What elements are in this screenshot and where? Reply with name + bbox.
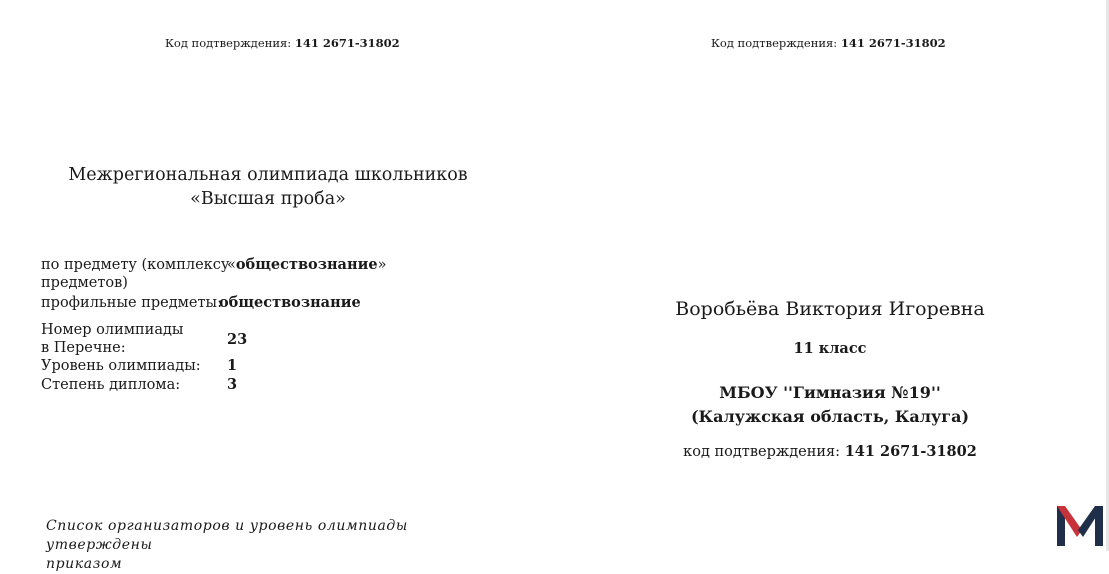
participant-grade: 11 класс bbox=[793, 340, 867, 357]
number-label-line1: Номер олимпиады bbox=[41, 322, 184, 338]
confirmation-code-label: код подтверждения: bbox=[683, 444, 841, 460]
left-confirmation-code-header bbox=[165, 36, 400, 50]
olympiad-title bbox=[40, 163, 496, 211]
school-region: (Калужская область, Калуга) bbox=[690, 407, 970, 426]
participant-name: Воробьёва Виктория Игоревна bbox=[675, 298, 985, 320]
confirmation-code-label: Код подтверждения: bbox=[711, 36, 838, 50]
level-value: 1 bbox=[227, 357, 238, 374]
subject-value-text: обществознание bbox=[235, 256, 378, 273]
degree-label: Степень диплома: bbox=[41, 377, 181, 393]
confirmation-code-label: Код подтверждения: bbox=[165, 36, 292, 50]
confirmation-code-value: 141 2671-31802 bbox=[844, 443, 977, 460]
organizers-note-line2: приказом bbox=[46, 556, 123, 572]
school-name: МБОУ ''Гимназия №19'' bbox=[719, 383, 941, 402]
confirmation-code-value: 141 2671-31802 bbox=[294, 36, 400, 50]
participant-school bbox=[640, 381, 1020, 429]
profile-label: профильные предметы: bbox=[41, 295, 222, 311]
organizers-note bbox=[46, 517, 486, 574]
degree-value: 3 bbox=[227, 376, 238, 393]
olympiad-title-line2: «Высшая проба» bbox=[190, 189, 346, 209]
profile-value: обществознание bbox=[219, 294, 361, 311]
number-label-line2: в Перечне: bbox=[41, 340, 126, 356]
quote-open: « bbox=[227, 257, 236, 273]
right-confirmation-code-header bbox=[711, 36, 946, 50]
level-label: Уровень олимпиады: bbox=[41, 358, 201, 374]
subject-label-line1: по предмету (комплексу bbox=[41, 257, 230, 273]
participant-confirmation-code bbox=[640, 443, 1020, 460]
organizers-note-line1: Список организаторов и уровень олимпиады утверждены bbox=[46, 518, 408, 553]
subject-value bbox=[227, 256, 386, 274]
hse-m-logo-icon bbox=[1055, 504, 1105, 547]
quote-close: » bbox=[377, 257, 387, 273]
number-value: 23 bbox=[227, 331, 248, 348]
confirmation-code-value: 141 2671-31802 bbox=[840, 36, 946, 50]
olympiad-title-line1: Межрегиональная олимпиада школьников bbox=[68, 165, 468, 185]
subject-label-line2: предметов) bbox=[41, 275, 128, 291]
